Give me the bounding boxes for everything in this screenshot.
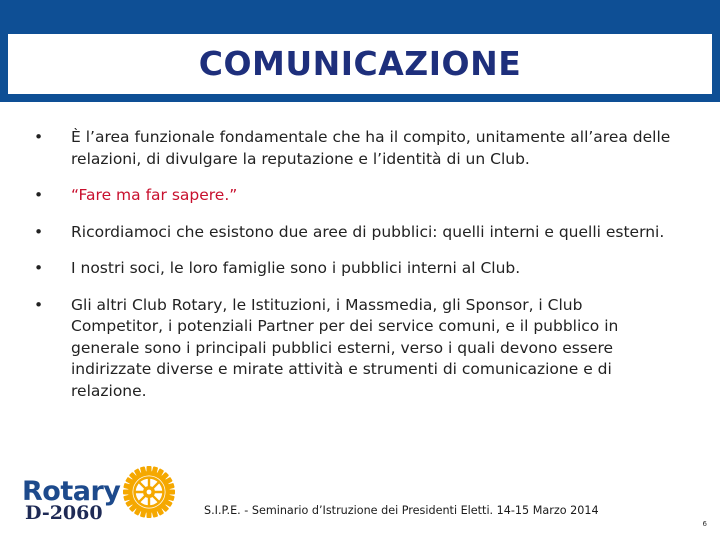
slide-title: COMUNICAZIONE: [198, 44, 522, 83]
page-number: 6: [702, 520, 707, 528]
bullet-item: [34, 185, 674, 207]
bullet-marker: •: [34, 128, 44, 146]
rotary-logo: [22, 462, 158, 526]
bullet-item: [34, 222, 674, 244]
bullet-text: Ricordiamoci che esistono due aree di pubblici: quelli interni e quelli esterni.: [71, 222, 665, 241]
bullet-marker: •: [34, 295, 44, 314]
bullet-list: [34, 127, 674, 402]
title-box: [8, 34, 712, 94]
bullet-text: I nostri soci, le loro famiglie sono i pubblici interni al Club.: [71, 259, 521, 277]
logo-district: D-2060: [25, 502, 103, 524]
bullet-marker: •: [34, 186, 44, 204]
rotary-wheel-icon: [122, 465, 176, 519]
logo-wordmark: Rotary: [22, 476, 121, 507]
bullet-marker: •: [34, 222, 44, 241]
bullet-item: [34, 295, 674, 403]
bullet-text: Gli altri Club Rotary, le Istituzioni, i Massmedia, gli Sponsor, i Club Competitor, i potenziali Partner per dei service comuni, e il pubblico in generale sono i principali pubblici esterni, verso i quali devono essere indirizzate diverse e mirate attività e strumenti di comunicazione e di relazione.: [71, 295, 619, 400]
title-band: [0, 0, 720, 102]
bullet-item: [34, 127, 674, 170]
bullet-text: È l’area funzionale fondamentale che ha il compito, unitamente all’area delle relazioni, di divulgare la reputazione e l’identità di un Club.: [71, 128, 671, 168]
bullet-text-quote: “Fare ma far sapere.”: [71, 186, 238, 204]
bullet-marker: •: [34, 259, 44, 277]
bullet-item: [34, 258, 674, 280]
footer-caption: S.I.P.E. - Seminario d’Istruzione dei Presidenti Eletti. 14-15 Marzo 2014: [204, 504, 599, 517]
